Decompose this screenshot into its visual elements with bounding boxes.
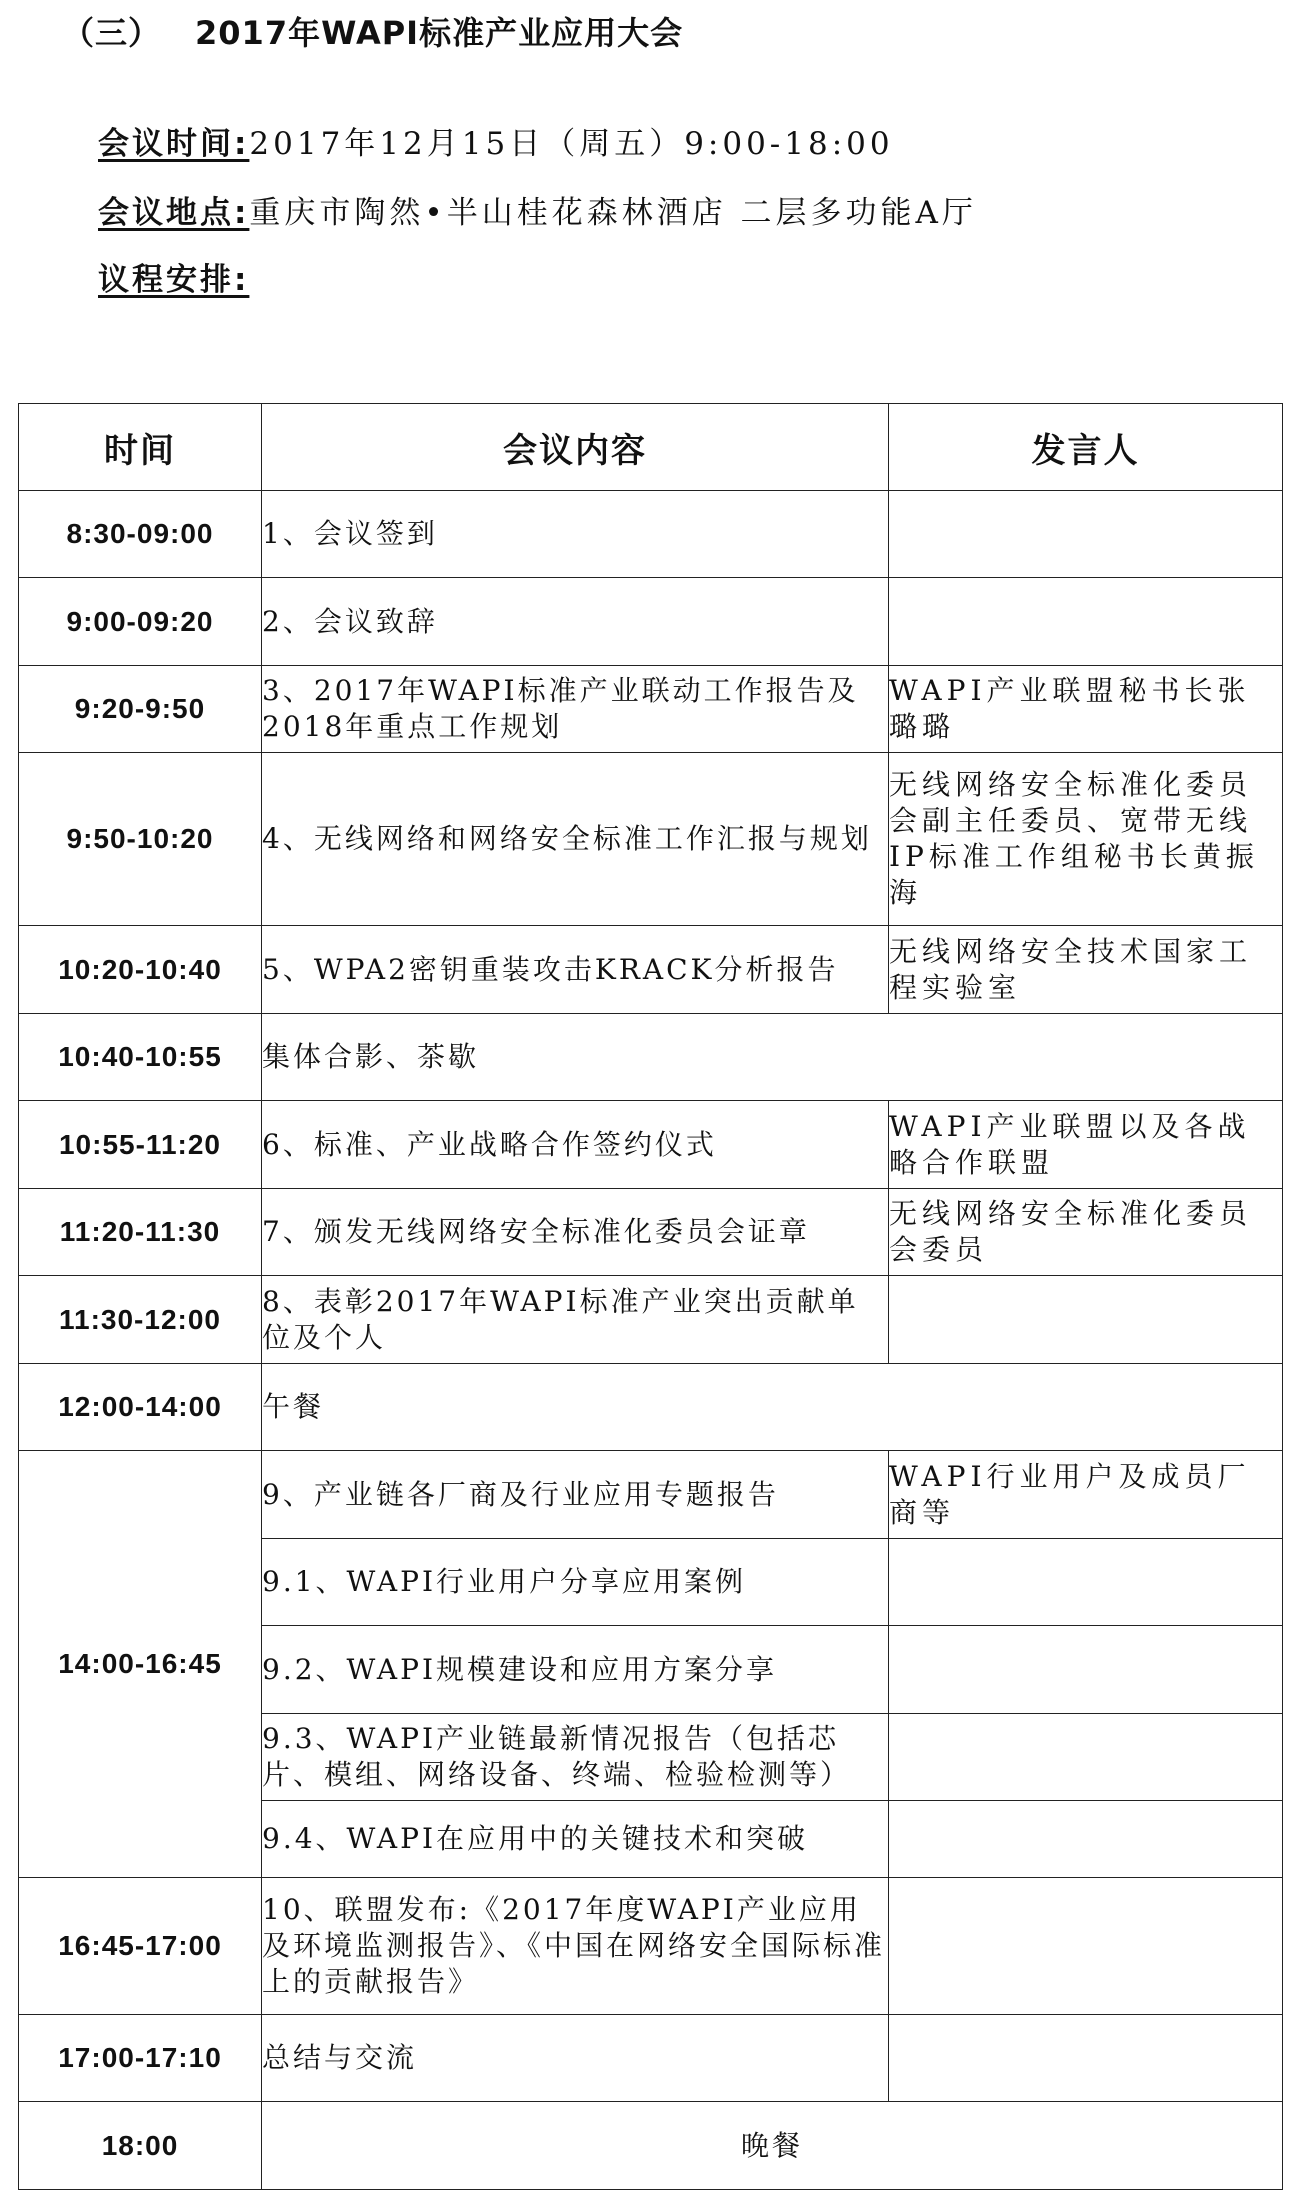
row-content: 晚餐 xyxy=(262,2102,1283,2190)
agenda-table xyxy=(18,403,1283,2190)
table-row xyxy=(19,926,1283,1014)
row-time: 18:00 xyxy=(19,2102,262,2190)
header-speaker: 发言人 xyxy=(889,404,1283,491)
row-content: 1、会议签到 xyxy=(262,491,889,578)
meeting-venue-value: 重庆市陶然•半山桂花森林酒店 二层多功能A厅 xyxy=(249,195,977,231)
table-row xyxy=(19,1364,1283,1451)
table-row xyxy=(19,1189,1283,1276)
table-header-row xyxy=(19,404,1283,491)
row-time: 16:45-17:00 xyxy=(19,1878,262,2015)
table-row xyxy=(19,753,1283,926)
table-row xyxy=(19,578,1283,666)
row-content: 集体合影、茶歇 xyxy=(262,1014,1283,1101)
row-time: 8:30-09:00 xyxy=(19,491,262,578)
row-time: 9:20-9:50 xyxy=(19,666,262,753)
row-speaker xyxy=(889,578,1283,666)
meeting-venue-label: 会议地点: xyxy=(98,195,250,231)
row-speaker: 无线网络安全技术国家工程实验室 xyxy=(889,926,1283,1014)
table-row xyxy=(19,1276,1283,1364)
table-row xyxy=(19,2102,1283,2190)
table-row xyxy=(19,491,1283,578)
table-row xyxy=(19,1014,1283,1101)
row-time: 10:40-10:55 xyxy=(19,1014,262,1101)
row-time: 12:00-14:00 xyxy=(19,1364,262,1451)
row-speaker xyxy=(889,1539,1283,1626)
meeting-venue-line xyxy=(98,187,977,232)
table-row xyxy=(19,666,1283,753)
section-title: 2017年WAPI标准产业应用大会 xyxy=(195,14,684,52)
row-content: 9.3、WAPI产业链最新情况报告（包括芯片、模组、网络设备、终端、检验检测等） xyxy=(262,1714,889,1801)
header-time: 时间 xyxy=(19,404,262,491)
row-speaker xyxy=(889,1276,1283,1364)
row-speaker xyxy=(889,1714,1283,1801)
row-time: 11:30-12:00 xyxy=(19,1276,262,1364)
row-content: 7、颁发无线网络安全标准化委员会证章 xyxy=(262,1189,889,1276)
row-speaker: 无线网络安全标准化委员会副主任委员、宽带无线IP标准工作组秘书长黄振海 xyxy=(889,753,1283,926)
table-row xyxy=(19,1101,1283,1189)
row-speaker xyxy=(889,1801,1283,1878)
section-number: （三） xyxy=(62,14,162,52)
row-time: 10:55-11:20 xyxy=(19,1101,262,1189)
row-content: 5、WPA2密钥重装攻击KRACK分析报告 xyxy=(262,926,889,1014)
section-heading xyxy=(62,8,683,54)
row-content: 午餐 xyxy=(262,1364,1283,1451)
row-time: 17:00-17:10 xyxy=(19,2015,262,2102)
row-content: 9、产业链各厂商及行业应用专题报告 xyxy=(262,1451,889,1539)
row-content: 2、会议致辞 xyxy=(262,578,889,666)
row-content: 9.4、WAPI在应用中的关键技术和突破 xyxy=(262,1801,889,1878)
header-content: 会议内容 xyxy=(262,404,889,491)
row-content: 8、表彰2017年WAPI标准产业突出贡献单位及个人 xyxy=(262,1276,889,1364)
row-speaker: WAPI产业联盟以及各战略合作联盟 xyxy=(889,1101,1283,1189)
meeting-time-label: 会议时间: xyxy=(98,126,250,162)
meeting-time-line xyxy=(98,118,894,163)
row-time: 14:00-16:45 xyxy=(19,1451,262,1878)
row-time: 10:20-10:40 xyxy=(19,926,262,1014)
row-time: 9:00-09:20 xyxy=(19,578,262,666)
row-content: 6、标准、产业战略合作签约仪式 xyxy=(262,1101,889,1189)
row-content: 10、联盟发布:《2017年度WAPI产业应用及环境监测报告》、《中国在网络安全国际标准上的贡献报告》 xyxy=(262,1878,889,2015)
row-speaker xyxy=(889,1626,1283,1714)
row-speaker: 无线网络安全标准化委员会委员 xyxy=(889,1189,1283,1276)
row-speaker: WAPI产业联盟秘书长张璐璐 xyxy=(889,666,1283,753)
row-time: 9:50-10:20 xyxy=(19,753,262,926)
row-speaker: WAPI行业用户及成员厂商等 xyxy=(889,1451,1283,1539)
table-row xyxy=(19,2015,1283,2102)
meeting-time-value: 2017年12月15日（周五）9:00-18:00 xyxy=(249,126,894,162)
row-speaker xyxy=(889,1878,1283,2015)
agenda-line xyxy=(98,254,249,299)
row-content: 3、2017年WAPI标准产业联动工作报告及2018年重点工作规划 xyxy=(262,666,889,753)
table-row xyxy=(19,1878,1283,2015)
row-content: 9.2、WAPI规模建设和应用方案分享 xyxy=(262,1626,889,1714)
row-content: 总结与交流 xyxy=(262,2015,889,2102)
table-row xyxy=(19,1451,1283,1539)
row-content: 9.1、WAPI行业用户分享应用案例 xyxy=(262,1539,889,1626)
row-speaker xyxy=(889,2015,1283,2102)
row-content: 4、无线网络和网络安全标准工作汇报与规划 xyxy=(262,753,889,926)
row-speaker xyxy=(889,491,1283,578)
agenda-label: 议程安排: xyxy=(98,262,250,298)
row-time: 11:20-11:30 xyxy=(19,1189,262,1276)
